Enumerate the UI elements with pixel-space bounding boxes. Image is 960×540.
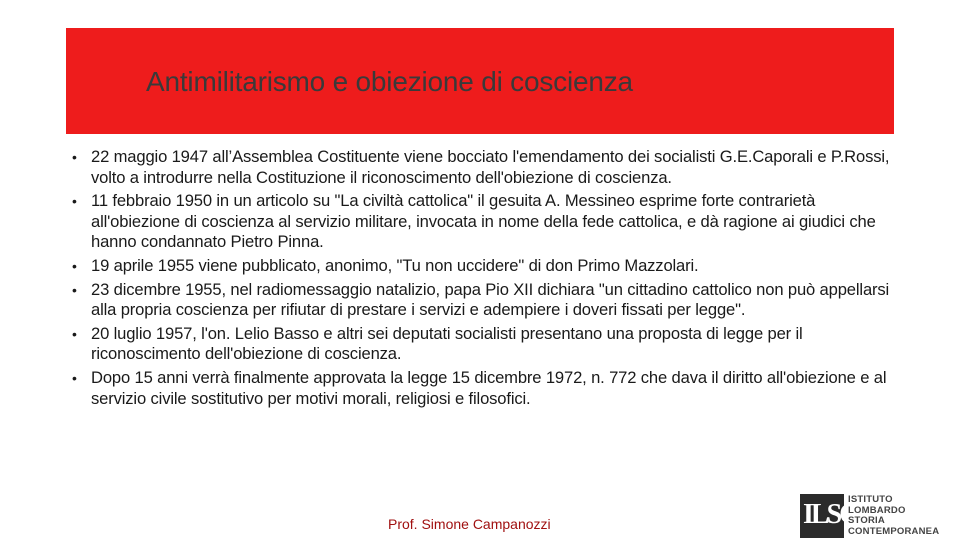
list-item	[70, 147, 890, 188]
logo-line: ISTITUTO	[848, 494, 893, 505]
list-item	[70, 324, 890, 365]
logo-line: LOMBARDO	[848, 504, 906, 516]
bullet-icon: •	[72, 281, 77, 298]
logo-line: CONTEMPORANEA	[848, 525, 940, 537]
institute-logo	[800, 494, 958, 538]
bullet-text: Dopo 15 anni verrà finalmente approvata la legge 15 dicembre 1972, n. 772 che dava il diritto all'obiezione e al servizio civile sostitutivo per motivi morali, religiosi e filosofici.	[91, 367, 887, 408]
logo-text	[848, 495, 939, 537]
slide-title: Antimilitarismo e obiezione di coscienza	[146, 66, 633, 97]
bullet-text: 20 luglio 1957, l'on. Lelio Basso e altri sei deputati socialisti presentano una proposta di legge per il riconoscimento dell'obiezione di coscienza.	[91, 323, 803, 364]
list-item	[70, 368, 890, 409]
bullet-icon: •	[72, 193, 77, 210]
bullet-text: 19 aprile 1955 viene pubblicato, anonimo, "Tu non uccidere" di don Primo Mazzolari.	[91, 255, 699, 275]
bullet-text: 11 febbraio 1950 in un articolo su "La civiltà cattolica" il gesuita A. Messineo esprime forte contrarietà all'obiezione di coscienza al servizio militare, invocata in nome della fede cattolica, e dà ragione ai giudici che hanno condannato Pietro Pinna.	[91, 191, 876, 252]
bullet-text: 22 maggio 1947 all’Assemblea Costituente viene bocciato l'emendamento dei socialisti G.E.Caporali e P.Rossi, volto a introdurre nella Costituzione il riconoscimento dell'obiezione di coscienza.	[91, 147, 890, 187]
bullet-icon: •	[72, 369, 77, 386]
list-item	[70, 256, 890, 277]
list-item	[70, 280, 890, 321]
title-bar	[66, 28, 894, 134]
bullet-list	[70, 147, 890, 412]
logo-letters: ILSC	[803, 499, 857, 530]
logo-mark-icon	[800, 494, 857, 538]
bullet-text: 23 dicembre 1955, nel radiomessaggio natalizio, papa Pio XII dichiara "un cittadino cattolico non può appellarsi alla propria coscienza per rifiutar di prestare i servizi e adempiere i doveri fissati per legge".	[91, 279, 890, 320]
bullet-icon: •	[72, 149, 77, 165]
footer-author: Prof. Simone Campanozzi	[388, 516, 551, 532]
bullet-icon: •	[72, 257, 77, 274]
logo-line: STORIA	[848, 515, 885, 526]
bullet-icon: •	[72, 325, 77, 342]
list-item	[70, 191, 890, 253]
